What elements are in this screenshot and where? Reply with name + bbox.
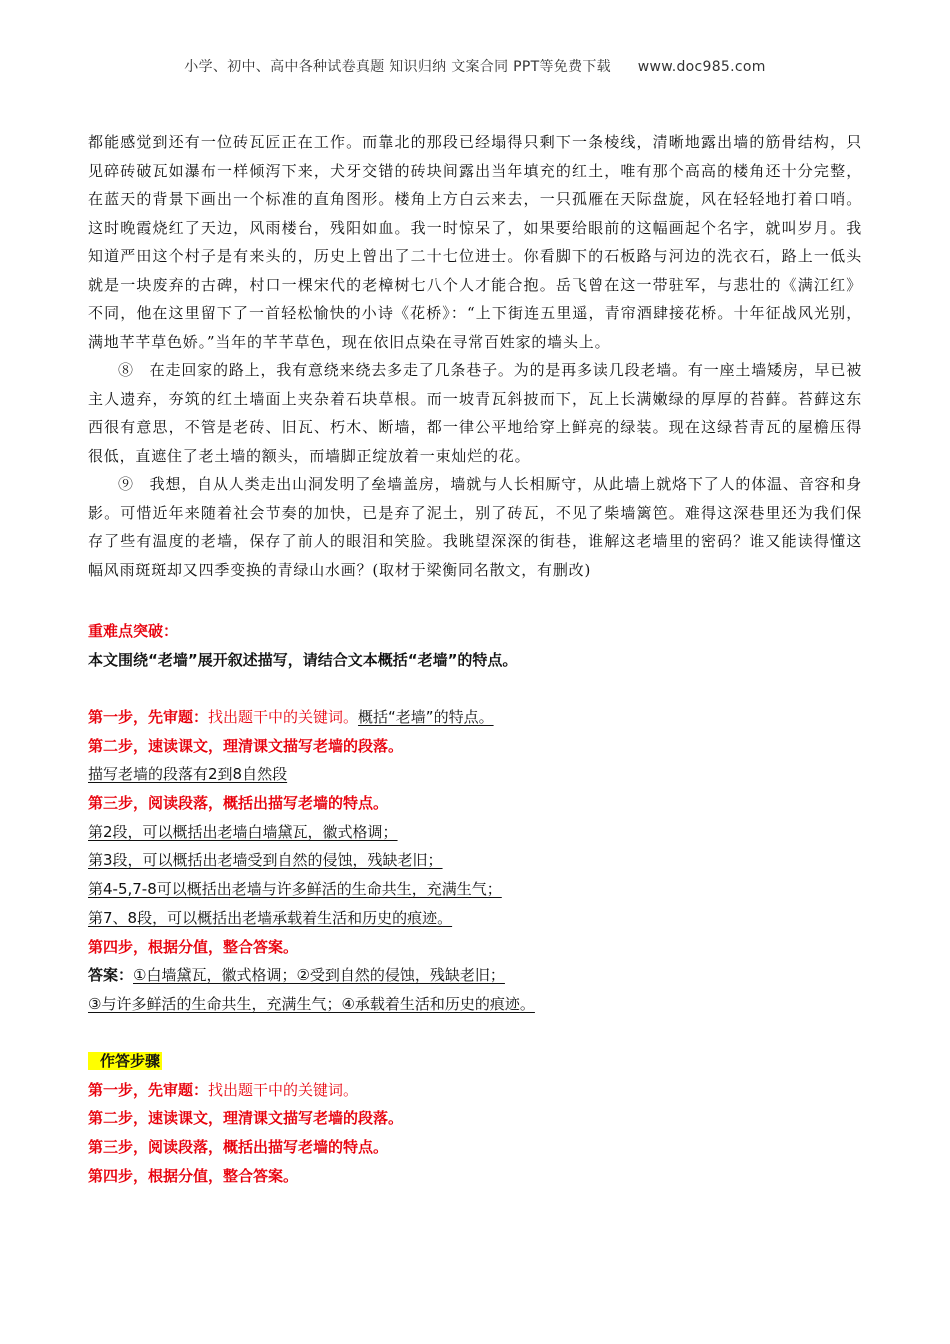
summary-step2: 第二步，速读课文，理清课文描写老墙的段落。 xyxy=(88,1109,404,1128)
step3-item: 第4-5,7-8可以概括出老墙与许多鲜活的生命共生，充满生气； xyxy=(88,880,502,899)
answer-line-2: ③与许多鲜活的生命共生，充满生气；④承载着生活和历史的痕迹。 xyxy=(88,994,535,1013)
passage-paragraph-9: ⑨ 我想，自从人类走出山洞发明了垒墙盖房，墙就与人长相厮守，从此墙上就烙下了人的体温、音容和身影。可惜近年来随着社会节奏的加快，已是弃了泥土，别了砖瓦，不见了柴墙篱笆。难得这深巷里还为我们保存了些有温度的老墙，保存了前人的眼泪和笑脸。我眺望深深的街巷，谁解这老墙里的密码？谁又能读得懂这幅风雨斑斑却又四季变换的青绿山水画？(取材于梁衡同名散文，有删改) xyxy=(88,475,862,579)
step1-text: 找出题干中的关键词。 xyxy=(208,708,359,726)
step2-answer: 描写老墙的段落有2到8自然段 xyxy=(88,765,288,784)
steps-summary-title-line xyxy=(88,1047,862,1076)
summary-step1-text: 找出题干中的关键词。 xyxy=(208,1080,359,1099)
answer-text-1: ①白墙黛瓦，徽式格调；②受到自然的侵蚀，残缺老旧； xyxy=(133,966,505,985)
header-text: 小学、初中、高中各种试卷真题 知识归纳 文案合同 PPT等免费下载 xyxy=(184,59,611,75)
summary-step3: 第三步，阅读段落，概括出描写老墙的特点。 xyxy=(88,1138,389,1157)
step2-heading: 第二步，速读课文，理清课文描写老墙的段落。 xyxy=(88,736,404,755)
answer-line-1 xyxy=(88,961,862,990)
header-url[interactable]: www.doc985.com xyxy=(637,59,766,75)
step1-label: 第一步，先审题： xyxy=(88,708,209,726)
step4-heading: 第四步，根据分值，整合答案。 xyxy=(88,937,299,956)
passage xyxy=(88,128,862,584)
step1-line xyxy=(88,703,862,732)
step3-item: 第3段，可以概括出老墙受到自然的侵蚀，残缺老旧； xyxy=(88,851,443,870)
passage-paragraph-8: ⑧ 在走回家的路上，我有意绕来绕去多走了几条巷子。为的是再多读几段老墙。有一座土墙矮房，早已被主人遗弃，夯筑的红土墙面上夹杂着石块草根。而一坡青瓦斜披而下，瓦上长满嫩绿的厚厚的苔藓。苔藓这东西很有意思，不管是老砖、旧瓦、朽木、断墙，都一律公平地给穿上鲜亮的绿装。现在这绿苔青瓦的屋檐压得很低，直遮住了老土墙的额头，而墙脚正绽放着一束灿烂的花。 xyxy=(88,361,862,465)
step3-item: 第2段，可以概括出老墙白墙黛瓦，徽式格调； xyxy=(88,822,398,841)
page-header xyxy=(0,56,950,76)
passage-paragraph-continued: 都能感觉到还有一位砖瓦匠正在工作。而靠北的那段已经塌得只剩下一条棱线，清晰地露出墙的筋骨结构，只见碎砖破瓦如瀑布一样倾泻下来，犬牙交错的砖块间露出当年填充的红土，唯有那个高高的楼角还十分完整，在蓝天的背景下画出一个标准的直角图形。楼角上方白云来去，一只孤雁在天际盘旋，风在轻轻地打着口哨。这时晚霞烧红了天边，风雨楼台，残阳如血。我一时惊呆了，如果要给眼前的这幅画起个名字，就叫岁月。我知道严田这个村子是有来头的，历史上曾出了二十七位进士。你看脚下的石板路与河边的洗衣石，路上一低头就是一块废弃的古碑，村口一棵宋代的老樟树七八个人才能合抱。岳飞曾在这一带驻军，与悲壮的《满江红》不同，他在这里留下了一首轻松愉快的小诗《花桥》：“上下街连五里遥，青帘酒肆接花桥。十年征战风光别，满地芊芊草色娇。”当年的芊芊草色，现在依旧点染在寻常百姓家的墙头上。 xyxy=(88,133,862,351)
step1-answer: 概括“老墙”的特点。 xyxy=(358,708,494,726)
analysis-steps xyxy=(88,703,862,1019)
step3-heading: 第三步，阅读段落，概括出描写老墙的特点。 xyxy=(88,794,389,813)
answer-label: 答案： xyxy=(88,966,134,985)
summary-step1 xyxy=(88,1076,862,1105)
summary-step1-label: 第一步，先审题： xyxy=(88,1080,209,1099)
analysis-title: 重难点突破： xyxy=(88,622,179,640)
question-text: 本文围绕“老墙”展开叙述描写，请结合文本概括“老墙”的特点。 xyxy=(88,650,518,669)
steps-summary-title: 作答步骤 xyxy=(88,1052,162,1070)
analysis-section xyxy=(88,617,862,674)
summary-step4: 第四步，根据分值，整合答案。 xyxy=(88,1166,299,1185)
step3-item: 第7、8段，可以概括出老墙承载着生活和历史的痕迹。 xyxy=(88,908,453,927)
steps-summary xyxy=(88,1047,862,1190)
